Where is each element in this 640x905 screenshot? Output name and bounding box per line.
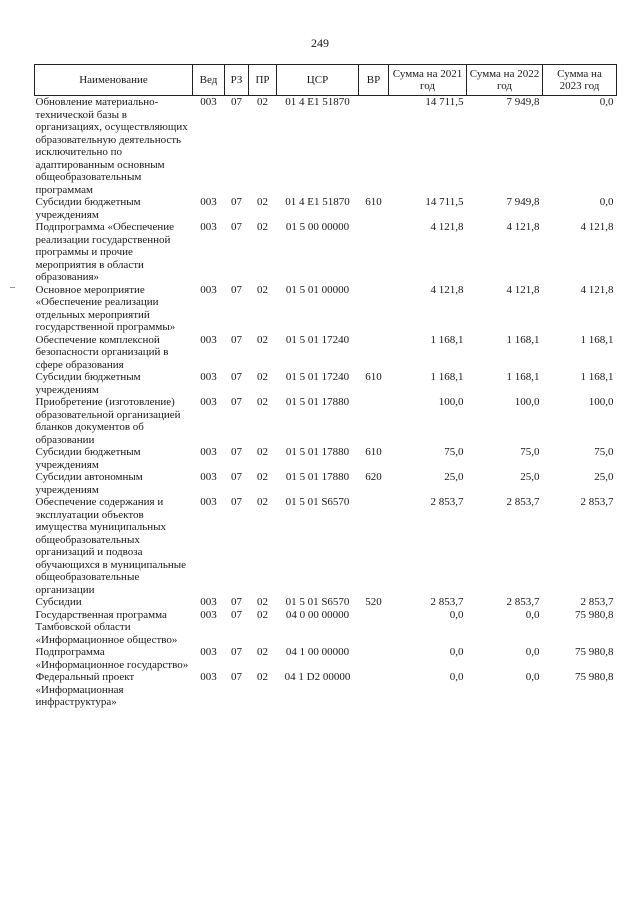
row-vr: 610 — [365, 371, 382, 383]
row-sum-2022: 0,0 — [525, 608, 540, 621]
row-ved: 003 — [200, 596, 217, 608]
row-vr — [359, 671, 389, 709]
row-vr: 610 — [365, 446, 382, 458]
row-rz: 07 — [231, 221, 242, 233]
row-name: Обеспечение комплексной безопасности организаций в сфере образования — [35, 333, 169, 371]
row-ved: 003 — [200, 446, 217, 458]
table-row — [35, 446, 617, 471]
table-row — [35, 221, 617, 284]
row-name: Субсидии автономным учреждениям — [35, 471, 143, 496]
row-rz: 07 — [231, 333, 242, 346]
table-row — [35, 596, 617, 609]
row-sum-2022: 1 168,1 — [506, 371, 540, 383]
row-sum-2021: 100,0 — [438, 396, 464, 408]
row-ved: 003 — [200, 96, 217, 108]
budget-table-container — [34, 64, 616, 709]
row-sum-2022: 25,0 — [520, 471, 540, 483]
table-row — [35, 671, 617, 709]
row-pr: 02 — [257, 96, 268, 108]
row-sum-2023: 75 980,8 — [575, 646, 614, 658]
row-name: Подпрограмма «Обеспечение реализации государственной программы и прочие мероприятия в области образования» — [35, 221, 174, 283]
row-rz: 07 — [231, 496, 242, 508]
row-sum-2022: 7 949,8 — [506, 196, 540, 208]
row-sum-2021: 14 711,5 — [425, 196, 464, 208]
header-sum-2021: Сумма на 2021 год — [389, 65, 467, 96]
row-csr: 01 5 01 17880 — [285, 396, 350, 408]
row-csr: 01 5 01 17880 — [285, 446, 350, 458]
row-sum-2023: 4 121,8 — [580, 283, 614, 296]
row-sum-2023: 0,0 — [599, 196, 614, 208]
row-sum-2021: 4 121,8 — [430, 283, 464, 296]
header-csr: ЦСР — [277, 65, 359, 96]
row-csr: 01 5 01 00000 — [285, 283, 350, 296]
header-sum-2022: Сумма на 2022 год — [467, 65, 543, 96]
table-header — [35, 65, 617, 96]
row-csr: 01 5 00 00000 — [285, 221, 350, 233]
row-pr: 02 — [257, 396, 268, 408]
row-pr: 02 — [257, 221, 268, 233]
row-sum-2021: 75,0 — [444, 446, 464, 458]
row-name: Основное мероприятие «Обеспечение реализации отдельных мероприятий государственной программы» — [35, 283, 176, 333]
row-name: Субсидии бюджетным учреждениям — [35, 196, 141, 221]
table-row — [35, 646, 617, 671]
row-rz: 07 — [231, 371, 242, 383]
table-row — [35, 471, 617, 496]
row-rz: 07 — [231, 196, 242, 208]
page-number: 249 — [311, 36, 329, 50]
row-rz: 07 — [231, 646, 242, 658]
row-sum-2022: 7 949,8 — [506, 96, 540, 108]
row-sum-2023: 2 853,7 — [580, 596, 614, 608]
row-rz: 07 — [231, 471, 242, 483]
row-name: Приобретение (изготовление) образовательной организацией бланков документов об образовании — [35, 396, 181, 446]
row-ved: 003 — [200, 671, 217, 683]
row-rz: 07 — [231, 396, 242, 408]
row-pr: 02 — [257, 196, 268, 208]
row-sum-2021: 1 168,1 — [430, 371, 464, 383]
row-vr — [359, 396, 389, 446]
row-sum-2022: 75,0 — [520, 446, 540, 458]
row-sum-2022: 4 121,8 — [506, 221, 540, 233]
row-sum-2022: 0,0 — [525, 671, 540, 683]
row-sum-2021: 4 121,8 — [430, 221, 464, 233]
row-vr — [359, 284, 389, 334]
header-name: Наименование — [35, 65, 193, 96]
row-csr: 01 4 E1 51870 — [285, 96, 350, 108]
row-ved: 003 — [200, 221, 217, 233]
row-ved: 003 — [200, 196, 217, 208]
table-row — [35, 196, 617, 221]
row-pr: 02 — [257, 596, 268, 608]
row-sum-2021: 1 168,1 — [430, 333, 464, 346]
row-vr: 520 — [365, 596, 382, 608]
row-csr: 01 5 01 17240 — [285, 371, 350, 383]
row-name: Подпрограмма «Информационное государство» — [35, 646, 189, 671]
row-csr: 04 1 D2 00000 — [284, 671, 351, 683]
row-sum-2023: 1 168,1 — [580, 333, 614, 346]
row-ved: 003 — [200, 371, 217, 383]
row-ved: 003 — [200, 496, 217, 508]
budget-table — [34, 64, 617, 709]
table-row — [35, 334, 617, 372]
row-sum-2023: 75 980,8 — [575, 608, 614, 621]
row-pr: 02 — [257, 608, 268, 621]
row-pr: 02 — [257, 446, 268, 458]
row-ved: 003 — [200, 608, 217, 621]
row-ved: 003 — [200, 646, 217, 658]
row-vr — [359, 334, 389, 372]
row-rz: 07 — [231, 283, 242, 296]
row-name: Субсидии бюджетным учреждениям — [35, 446, 141, 471]
row-pr: 02 — [257, 496, 268, 508]
header-vr: ВР — [359, 65, 389, 96]
row-pr: 02 — [257, 646, 268, 658]
row-vr — [359, 609, 389, 647]
row-sum-2022: 4 121,8 — [506, 283, 540, 296]
row-name: Государственная программа Тамбовской области «Информационное общество» — [35, 608, 178, 646]
row-sum-2023: 25,0 — [594, 471, 614, 483]
row-pr: 02 — [257, 671, 268, 683]
row-sum-2023: 75,0 — [594, 446, 614, 458]
row-name: Субсидии — [35, 596, 82, 608]
row-sum-2023: 4 121,8 — [580, 221, 614, 233]
row-sum-2023: 100,0 — [588, 396, 614, 408]
row-vr — [359, 96, 389, 197]
row-rz: 07 — [231, 608, 242, 621]
header-ved: Вед — [193, 65, 225, 96]
row-ved: 003 — [200, 283, 217, 296]
row-csr: 01 4 E1 51870 — [285, 196, 350, 208]
row-ved: 003 — [200, 396, 217, 408]
row-csr: 01 5 01 S6570 — [285, 596, 350, 608]
row-name: Федеральный проект «Информационная инфраструктура» — [35, 671, 135, 708]
row-sum-2022: 100,0 — [514, 396, 540, 408]
row-sum-2022: 0,0 — [525, 646, 540, 658]
header-sum-2023: Сумма на 2023 год — [543, 65, 617, 96]
row-csr: 01 5 01 17240 — [285, 333, 350, 346]
table-row — [35, 496, 617, 596]
row-pr: 02 — [257, 371, 268, 383]
row-name: Субсидии бюджетным учреждениям — [35, 371, 141, 396]
table-row — [35, 371, 617, 396]
row-sum-2021: 2 853,7 — [430, 596, 464, 608]
row-rz: 07 — [231, 596, 242, 608]
table-row — [35, 609, 617, 647]
row-sum-2021: 0,0 — [449, 646, 464, 658]
row-rz: 07 — [231, 446, 242, 458]
table-row — [35, 284, 617, 334]
header-pr: ПР — [249, 65, 277, 96]
row-sum-2023: 2 853,7 — [580, 496, 614, 508]
row-sum-2022: 2 853,7 — [506, 596, 540, 608]
row-sum-2021: 25,0 — [444, 471, 464, 483]
row-sum-2021: 0,0 — [449, 608, 464, 621]
row-sum-2022: 2 853,7 — [506, 496, 540, 508]
row-vr — [359, 496, 389, 596]
row-sum-2021: 0,0 — [449, 671, 464, 683]
row-ved: 003 — [200, 333, 217, 346]
row-vr — [359, 646, 389, 671]
row-pr: 02 — [257, 333, 268, 346]
row-csr: 01 5 01 17880 — [285, 471, 350, 483]
row-sum-2023: 75 980,8 — [575, 671, 614, 683]
row-sum-2023: 0,0 — [599, 96, 614, 108]
row-sum-2021: 2 853,7 — [430, 496, 464, 508]
table-body — [35, 96, 617, 709]
row-vr: 620 — [365, 471, 382, 483]
row-vr: 610 — [365, 196, 382, 208]
row-pr: 02 — [257, 471, 268, 483]
row-name: Обновление материально-технической базы в организациях, осуществляющих образовательную деятельность исключительно по адаптированным основным общеобразовательным программам — [35, 96, 188, 196]
row-sum-2022: 1 168,1 — [506, 333, 540, 346]
row-vr — [359, 221, 389, 284]
row-csr: 01 5 01 S6570 — [285, 496, 350, 508]
row-name: Обеспечение содержания и эксплуатации объектов имущества муниципальных общеобразовательных организаций и подвоза обучающихся в муниципальные общеобразовательные организации — [35, 496, 187, 596]
row-sum-2021: 14 711,5 — [425, 96, 464, 108]
table-row — [35, 96, 617, 197]
row-rz: 07 — [231, 671, 242, 683]
row-pr: 02 — [257, 283, 268, 296]
table-row — [35, 396, 617, 446]
row-csr: 04 0 00 00000 — [285, 608, 350, 621]
row-csr: 04 1 00 00000 — [285, 646, 350, 658]
header-rz: РЗ — [225, 65, 249, 96]
margin-mark — [10, 287, 15, 288]
row-ved: 003 — [200, 471, 217, 483]
row-sum-2023: 1 168,1 — [580, 371, 614, 383]
row-rz: 07 — [231, 96, 242, 108]
